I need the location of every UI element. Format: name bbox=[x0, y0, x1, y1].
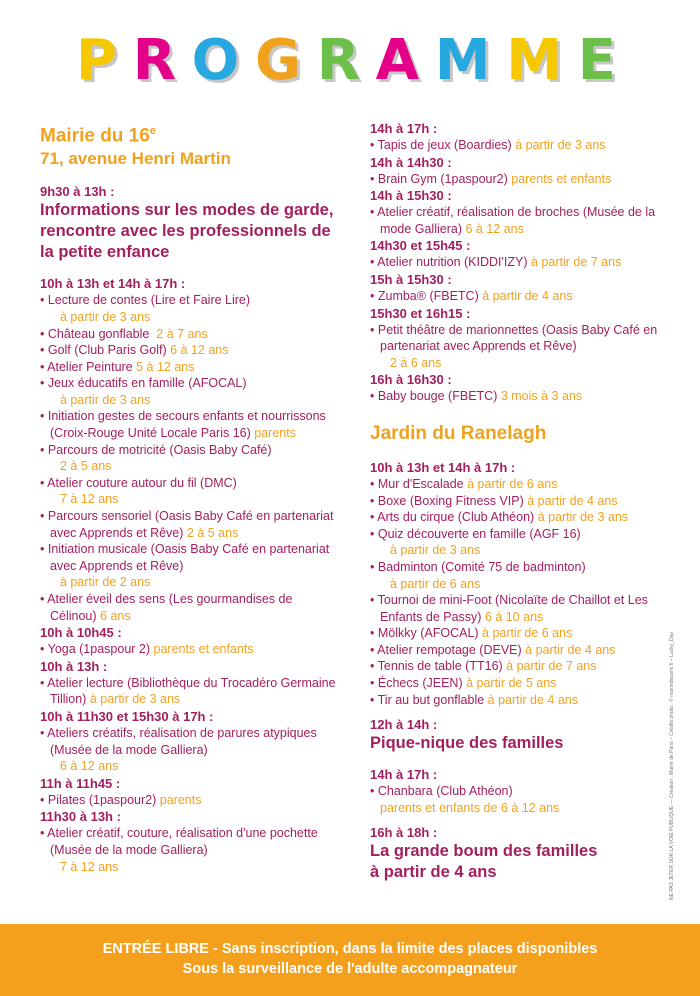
activity-item bbox=[370, 493, 670, 510]
time-slot: 14h à 14h30 : bbox=[370, 154, 452, 170]
age-range: à partir de 3 ans bbox=[60, 309, 151, 324]
banner-letter: E bbox=[577, 28, 616, 93]
activity-label: Tapis de jeux (Boardies) bbox=[377, 138, 512, 152]
activity-label: Atelier créatif, réalisation de broches (Musée de la mode Galliera) bbox=[377, 205, 656, 236]
activity-item bbox=[40, 508, 340, 541]
activity-label: Mölkky (AFOCAL) bbox=[377, 626, 479, 641]
banner-letter: M bbox=[434, 28, 491, 93]
venue-title-ranelagh: Jardin du Ranelagh bbox=[370, 422, 547, 444]
time-slot: 16h à 16h30 : bbox=[370, 372, 452, 388]
activity-item bbox=[40, 792, 340, 809]
side-credit-text: NE PAS JETER SUR LA VOIE PUBLIQUE — Création : Mairie de Paris – Crédits photo : © mairiedeparis.fr – Lucky_Day bbox=[669, 632, 675, 900]
venue-title-text: Mairie du 16 bbox=[40, 125, 150, 147]
spacer bbox=[370, 816, 670, 824]
activity-item bbox=[40, 825, 340, 875]
activity-item bbox=[40, 326, 340, 343]
activity-item bbox=[370, 642, 670, 659]
activity-item bbox=[40, 675, 340, 708]
activity-item bbox=[370, 509, 670, 526]
activity-item bbox=[40, 292, 340, 325]
activity-label: Ateliers créatifs, réalisation de parures atypiques (Musée de la mode Galliera) bbox=[47, 725, 317, 757]
activity-label: Brain Gym (1paspour2) bbox=[377, 171, 508, 186]
activity-item bbox=[370, 783, 670, 816]
banner-letter: R bbox=[132, 28, 176, 93]
time-slot: 10h à 13h : bbox=[40, 658, 108, 674]
age-range: à partir de 3 ans bbox=[390, 543, 481, 558]
age-range: 6 à 12 ans bbox=[60, 759, 119, 774]
activity-label: Initiation musicale (Oasis Baby Café en partenariat avec Apprends et Rêve) bbox=[47, 542, 330, 573]
activity-label: Pilates (1paspour2) bbox=[47, 792, 157, 807]
age-range: 2 à 5 ans bbox=[60, 459, 112, 474]
activity-label: Chanbara (Club Athéon) bbox=[377, 784, 513, 799]
time-slot: 10h à 10h45 : bbox=[40, 625, 122, 641]
time-slot: 11h30 à 13h : bbox=[40, 809, 121, 825]
activity-item bbox=[370, 526, 670, 559]
footer-line-2: Sous la surveillance de l'adulte accompagnateur bbox=[182, 961, 518, 977]
age-range: 7 à 12 ans bbox=[60, 859, 119, 874]
activity-item bbox=[40, 541, 340, 591]
highlight-activity: Pique-nique des familles bbox=[370, 734, 564, 753]
activity-item bbox=[370, 204, 670, 237]
age-range: 6 à 12 ans bbox=[465, 221, 524, 236]
activity-item bbox=[370, 658, 670, 675]
time-slot: 14h30 et 15h45 : bbox=[370, 238, 471, 254]
activity-label: Badminton (Comité 75 de badminton) bbox=[377, 559, 586, 574]
time-slot: 14h à 15h30 : bbox=[370, 188, 452, 204]
age-range: à partir de 3 ans bbox=[537, 510, 629, 525]
banner-letter: R bbox=[316, 28, 360, 93]
spacer bbox=[370, 708, 670, 716]
activity-label: Échecs (JEEN) bbox=[377, 676, 463, 691]
age-range: 7 à 12 ans bbox=[60, 492, 119, 507]
activity-label: Petit théâtre de marionnettes (Oasis Baby Café en partenariat avec Apprends et Rêve) bbox=[377, 322, 658, 354]
age-range: 6 à 10 ans bbox=[484, 609, 544, 624]
time-slot: 10h à 13h et 14h à 17h : bbox=[40, 276, 186, 292]
activity-item bbox=[40, 375, 340, 408]
age-range: à partir de 4 ans bbox=[487, 692, 579, 707]
age-range: 6 à 12 ans bbox=[170, 343, 229, 358]
venue-address: 71, avenue Henri Martin bbox=[40, 149, 231, 169]
activity-item bbox=[370, 675, 670, 692]
activity-label: Atelier lecture (Bibliothèque du Trocadéro Germaine Tillion) bbox=[47, 675, 336, 707]
activity-label: Atelier éveil des sens (Les gourmandises de Célinou) bbox=[47, 592, 293, 623]
banner-letter: G bbox=[255, 28, 301, 93]
activity-item bbox=[40, 342, 340, 359]
venue-title-sup: e bbox=[149, 125, 156, 137]
age-range: 2 à 7 ans bbox=[156, 326, 208, 341]
activity-label: Atelier Peinture bbox=[47, 359, 133, 374]
time-slot: 10h à 11h30 et 15h30 à 17h : bbox=[40, 708, 214, 724]
activity-label: Parcours de motricité (Oasis Baby Café) bbox=[47, 442, 272, 457]
footer-line-1-rest: - Sans inscription, dans la limite des places disponibles bbox=[208, 941, 598, 957]
age-range: à partir de 3 ans bbox=[60, 392, 151, 407]
banner-letter: P bbox=[76, 28, 118, 93]
venue-title-mairie bbox=[40, 120, 340, 147]
age-range: à partir de 5 ans bbox=[466, 676, 557, 691]
activity-item bbox=[370, 476, 670, 493]
activity-item bbox=[40, 591, 340, 624]
age-range: à partir de 4 ans bbox=[527, 493, 618, 508]
activity-label: Atelier couture autour du fil (DMC) bbox=[47, 475, 237, 490]
age-range: à partir de 2 ans bbox=[60, 575, 151, 590]
banner-letter: O bbox=[191, 28, 240, 93]
activity-item bbox=[370, 171, 670, 188]
side-credit bbox=[669, 632, 689, 900]
right-column bbox=[370, 120, 670, 895]
age-range: 2 à 5 ans bbox=[186, 525, 239, 540]
time-slot: 14h à 17h : bbox=[370, 121, 438, 136]
age-range: parents et enfants bbox=[153, 642, 254, 657]
banner-letter: M bbox=[506, 28, 562, 93]
activity-label: Quiz découverte en famille (AGF 16) bbox=[377, 526, 581, 541]
activity-label: Tournoi de mini-Foot (Nicolaïte de Chaillot et Les Enfants de Passy) bbox=[377, 593, 648, 624]
activity-label: Golf (Club Paris Golf) bbox=[47, 343, 167, 358]
activity-item bbox=[370, 592, 670, 625]
activity-label: Arts du cirque (Club Athéon) bbox=[377, 510, 535, 525]
activity-label: Atelier rempotage (DEVE) bbox=[377, 642, 522, 657]
time-slot: 10h à 13h et 14h à 17h : bbox=[370, 459, 516, 475]
age-range: parents et enfants de 6 à 12 ans bbox=[380, 800, 560, 815]
age-range: à partir de 4 ans bbox=[482, 288, 573, 303]
time-slot: 12h à 14h : bbox=[370, 717, 438, 733]
age-range: à partir de 3 ans bbox=[89, 692, 181, 707]
age-range: à partir de 4 ans bbox=[525, 642, 616, 657]
age-range: à partir de 6 ans bbox=[482, 626, 573, 641]
activity-label: Yoga (1paspour 2) bbox=[47, 642, 151, 657]
age-range: à partir de 7 ans bbox=[531, 255, 622, 270]
age-range: 5 à 12 ans bbox=[136, 359, 195, 374]
age-range: 2 à 6 ans bbox=[390, 355, 442, 370]
activity-label: Tennis de table (TT16) bbox=[377, 659, 503, 674]
activity-item bbox=[40, 408, 340, 441]
time-slot: 15h à 15h30 : bbox=[370, 271, 452, 287]
activity-label: Initiation gestes de secours enfants et nourrissons (Croix-Rouge Unité Locale Paris 16) bbox=[47, 409, 326, 441]
activity-label: Lecture de contes (Lire et Faire Lire) bbox=[47, 293, 251, 308]
time-slot: 15h30 et 16h15 : bbox=[370, 305, 471, 321]
activity-item bbox=[370, 388, 670, 405]
banner-letter: A bbox=[375, 28, 419, 93]
time-slot: 9h30 à 13h : bbox=[40, 184, 115, 200]
activity-item bbox=[40, 359, 340, 376]
age-range: 6 ans bbox=[100, 608, 131, 623]
activity-label: Château gonflable bbox=[47, 326, 150, 341]
highlight-activity: Informations sur les modes de garde, rencontre avec les professionnels de la petite enfance bbox=[40, 201, 334, 262]
left-column bbox=[40, 120, 340, 875]
age-range: parents bbox=[159, 792, 202, 807]
footer-banner bbox=[0, 924, 700, 996]
activity-label: Jeux éducatifs en famille (AFOCAL) bbox=[47, 376, 247, 391]
activity-label: Atelier créatif, couture, réalisation d'une pochette (Musée de la mode Galliera) bbox=[47, 826, 318, 857]
activity-label: Mur d'Escalade bbox=[377, 476, 464, 491]
activity-item bbox=[370, 625, 670, 642]
highlight-activity: La grande boum des familles à partir de 4 ans bbox=[370, 842, 598, 882]
activity-item bbox=[370, 559, 670, 592]
activity-item bbox=[40, 475, 340, 508]
age-range: à partir de 6 ans bbox=[467, 476, 558, 491]
activity-label: Zumba® (FBETC) bbox=[377, 288, 479, 303]
age-range: à partir de 6 ans bbox=[390, 576, 481, 591]
activity-label: Baby bouge (FBETC) bbox=[377, 389, 498, 404]
age-range: à partir de 7 ans bbox=[506, 659, 597, 674]
age-range: parents bbox=[254, 426, 296, 441]
activity-label: Parcours sensoriel (Oasis Baby Café en partenariat avec Apprends et Rêve) bbox=[47, 509, 334, 540]
activity-label: Boxe (Boxing Fitness VIP) bbox=[377, 493, 524, 508]
age-range: 3 mois à 3 ans bbox=[500, 389, 583, 404]
time-slot: 14h à 17h : bbox=[370, 767, 438, 783]
activity-item bbox=[40, 725, 340, 775]
activity-item bbox=[370, 322, 670, 372]
time-slot: 16h à 18h : bbox=[370, 825, 438, 841]
age-range: parents et enfants bbox=[511, 171, 612, 186]
footer-line-1 bbox=[0, 941, 700, 957]
activity-item bbox=[40, 442, 340, 475]
activity-label: Atelier nutrition (KIDDI'IZY) bbox=[377, 255, 528, 270]
activity-label: Tir au but gonflable bbox=[377, 692, 485, 707]
activity-item bbox=[40, 641, 340, 658]
time-slot: 11h à 11h45 : bbox=[40, 775, 121, 791]
activity-item bbox=[370, 692, 670, 709]
age-range: à partir de 3 ans bbox=[515, 138, 606, 152]
programme-banner bbox=[76, 30, 616, 92]
entree-libre-label: ENTRÉE LIBRE bbox=[102, 941, 209, 957]
activity-item bbox=[370, 254, 670, 271]
activity-item bbox=[370, 137, 670, 154]
activity-item bbox=[370, 288, 670, 305]
